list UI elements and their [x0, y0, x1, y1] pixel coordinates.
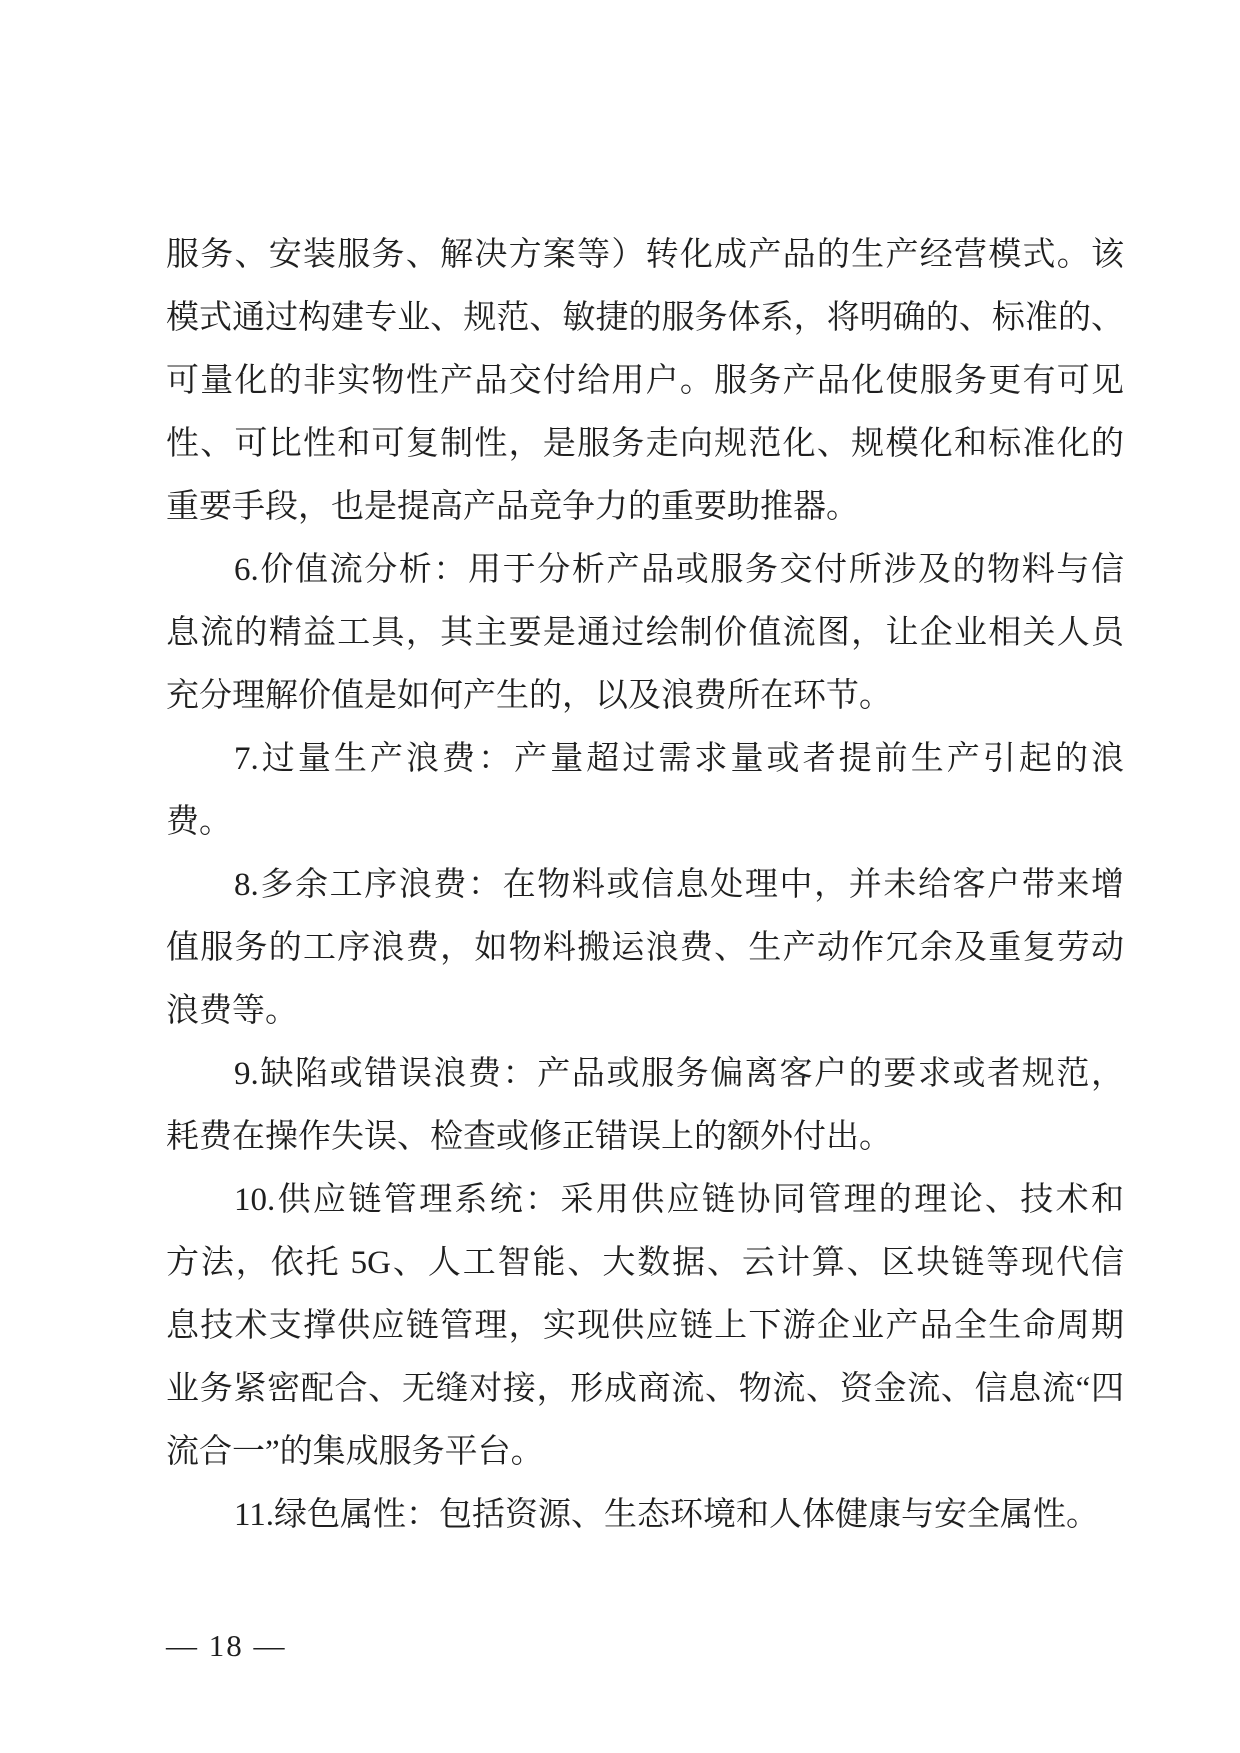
text-line: 业务紧密配合、无缝对接，形成商流、物流、资金流、信息流“四	[166, 1371, 1124, 1407]
text-line: 服务、安装服务、解决方案等）转化成产品的生产经营模式。该	[166, 237, 1124, 273]
text-line: 方法，依托 5G、人工智能、大数据、云计算、区块链等现代信	[166, 1245, 1124, 1281]
document-text-block	[166, 224, 1124, 1547]
text-line: 流合一”的集成服务平台。	[166, 1434, 544, 1470]
text-line: 7.过量生产浪费：产量超过需求量或者提前生产引起的浪	[234, 741, 1124, 777]
text-line: 值服务的工序浪费，如物料搬运浪费、生产动作冗余及重复劳动	[166, 930, 1124, 966]
text-line: 息流的精益工具，其主要是通过绘制价值流图，让企业相关人员	[166, 615, 1124, 651]
text-line: 6.价值流分析：用于分析产品或服务交付所涉及的物料与信	[234, 552, 1124, 588]
page-number: — 18 —	[166, 1628, 287, 1663]
text-line: 模式通过构建专业、规范、敏捷的服务体系，将明确的、标准的、	[166, 300, 1124, 336]
text-line: 10.供应链管理系统：采用供应链协同管理的理论、技术和	[234, 1182, 1124, 1218]
text-line: 充分理解价值是如何产生的，以及浪费所在环节。	[166, 678, 892, 714]
text-line: 耗费在操作失误、检查或修正错误上的额外付出。	[166, 1119, 892, 1155]
text-line: 息技术支撑供应链管理，实现供应链上下游企业产品全生命周期	[166, 1308, 1124, 1344]
text-line: 费。	[166, 804, 232, 840]
text-line: 9.缺陷或错误浪费：产品或服务偏离客户的要求或者规范，	[234, 1056, 1124, 1092]
text-line: 重要手段，也是提高产品竞争力的重要助推器。	[166, 489, 859, 525]
text-line: 性、可比性和可复制性，是服务走向规范化、规模化和标准化的	[166, 426, 1124, 462]
text-line: 11.绿色属性：包括资源、生态环境和人体健康与安全属性。	[234, 1497, 1100, 1533]
text-line: 可量化的非实物性产品交付给用户。服务产品化使服务更有可见	[166, 363, 1124, 399]
text-line: 浪费等。	[166, 993, 298, 1029]
text-line: 8.多余工序浪费：在物料或信息处理中，并未给客户带来增	[234, 867, 1124, 903]
